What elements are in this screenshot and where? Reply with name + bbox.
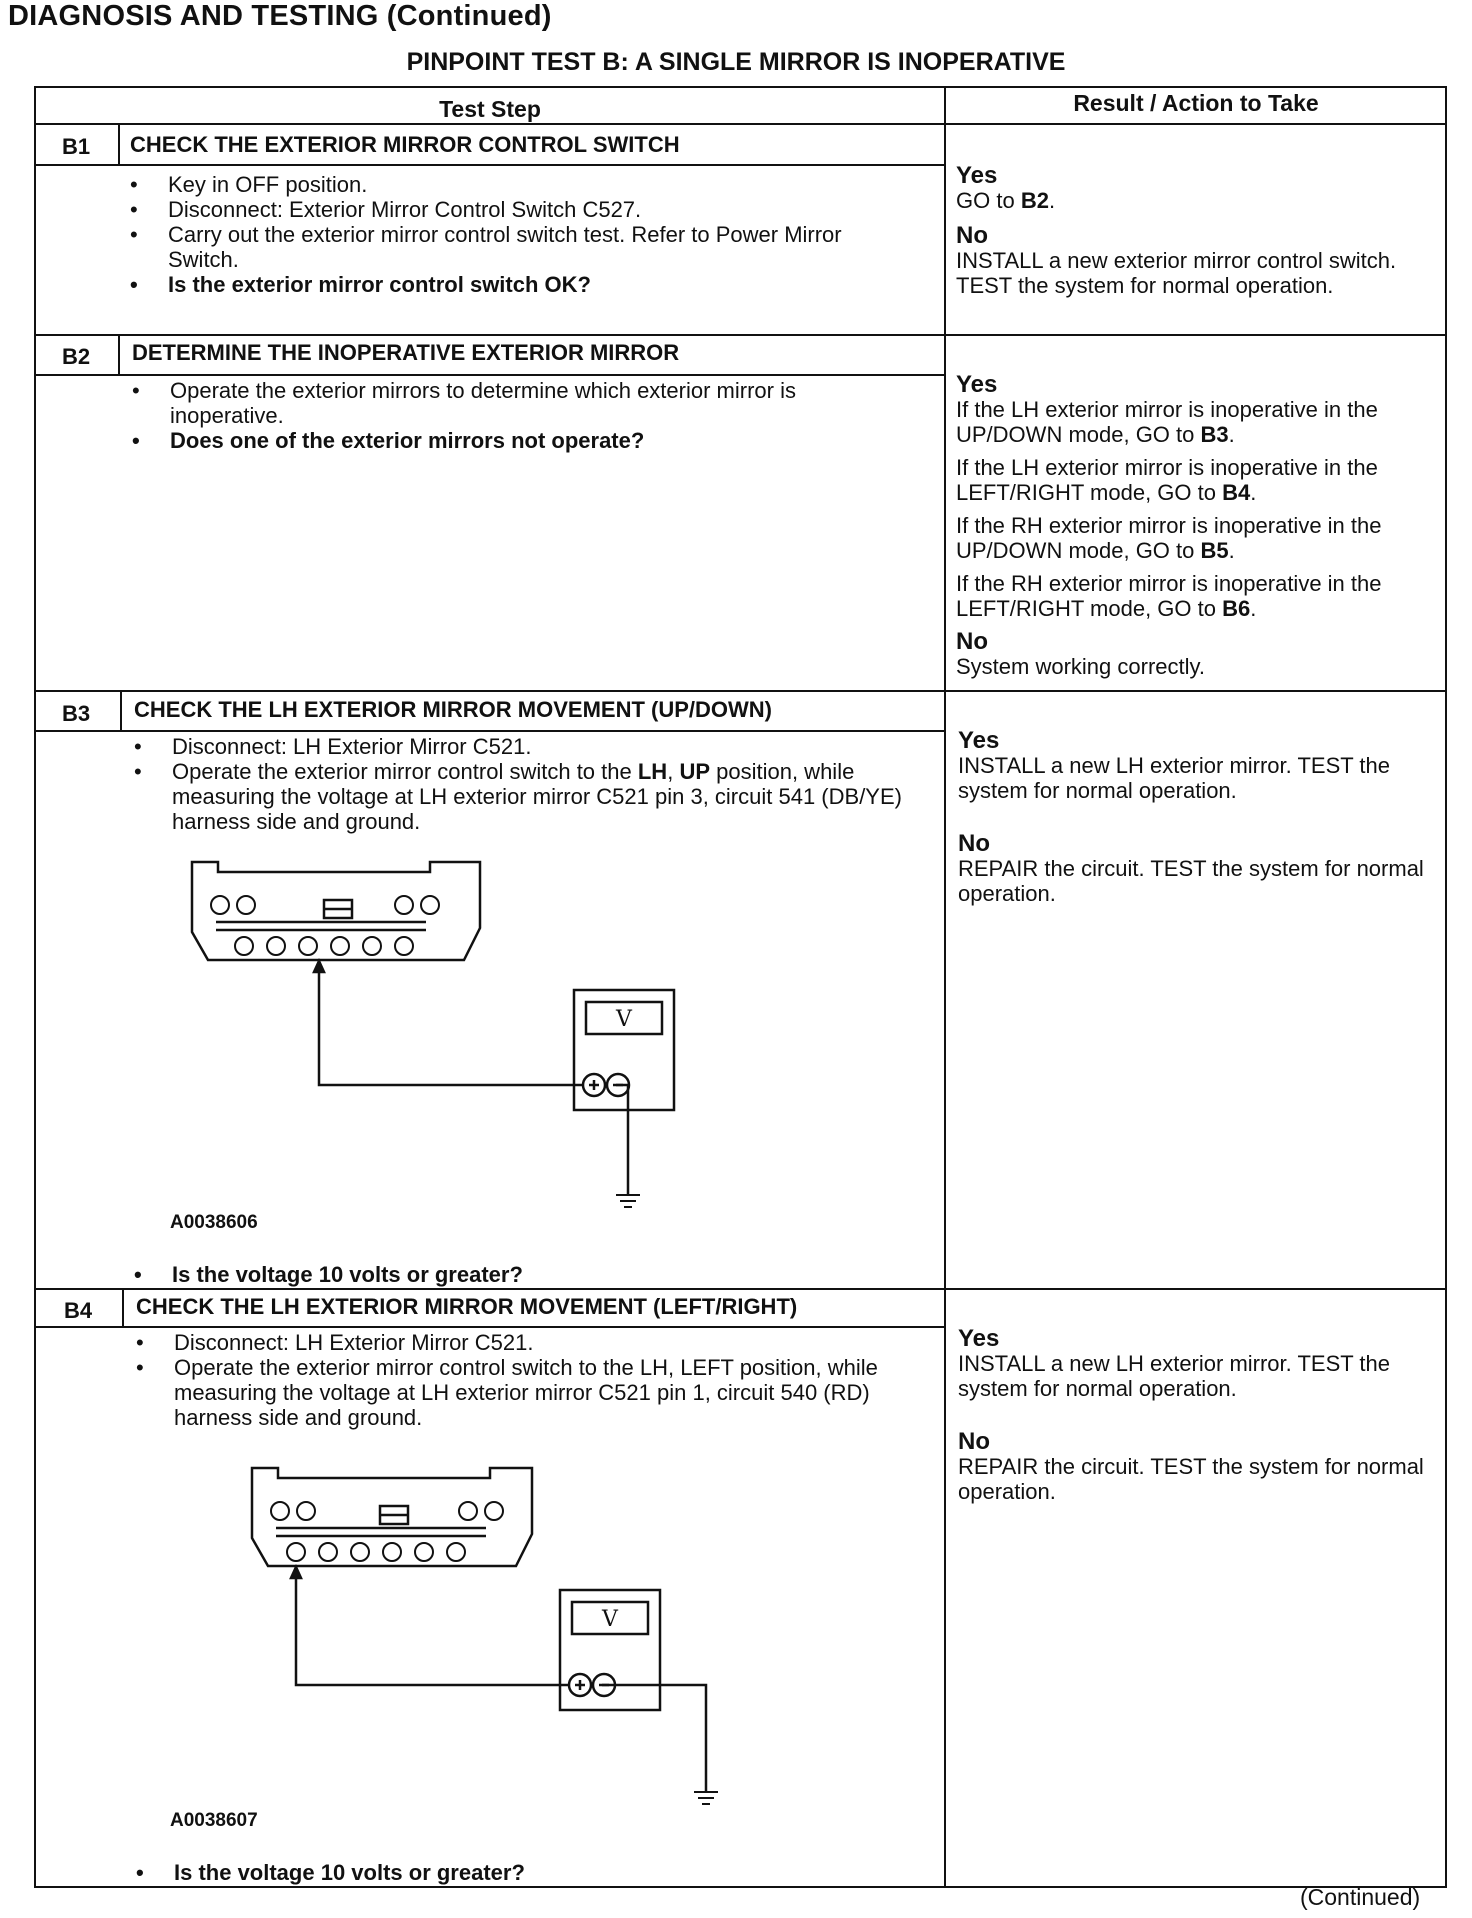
- yes-action: INSTALL a new LH exterior mirror. TEST the system for normal operation.: [958, 753, 1391, 803]
- result-option: If the RH exterior mirror is inoperative in the UP/DOWN mode, GO to B5.: [956, 513, 1382, 563]
- instruction: • Operate the exterior mirrors to determine which exterior mirror is inoperative.: [132, 378, 912, 428]
- no-label: No: [958, 1428, 990, 1455]
- meter-label: V: [602, 1607, 618, 1632]
- yes-action: GO to: [956, 188, 1015, 213]
- step-instructions: [136, 1330, 916, 1430]
- instruction: • Disconnect: LH Exterior Mirror C521.: [136, 1330, 916, 1355]
- header-divider: [34, 123, 1447, 125]
- connector-c521: [252, 1468, 532, 1566]
- step-id: B1: [61, 134, 91, 159]
- step-id: B4: [63, 1298, 93, 1323]
- no-label: No: [958, 830, 990, 857]
- page-title: DIAGNOSIS AND TESTING (Continued): [8, 0, 552, 32]
- ground-symbol: [616, 1195, 640, 1207]
- yes-label: Yes: [956, 162, 998, 189]
- step-reference: B2: [1020, 188, 1049, 213]
- yes-label: Yes: [958, 1325, 1000, 1352]
- step-instructions: [130, 172, 890, 297]
- step-instructions: [134, 734, 924, 834]
- ground-symbol: [694, 1792, 718, 1804]
- instruction: • Carry out the exterior mirror control switch test. Refer to Power Mirror Switch.: [130, 222, 890, 272]
- voltmeter-diagram: [190, 860, 750, 1230]
- probe-lead: [314, 961, 628, 1195]
- step-question-list: [136, 1860, 916, 1885]
- step-result: [956, 372, 1436, 679]
- no-action: REPAIR the circuit. TEST the system for normal operation.: [958, 856, 1424, 906]
- yes-label: Yes: [958, 727, 1000, 754]
- no-action: System working correctly.: [956, 654, 1205, 679]
- step-question-list: [134, 1262, 924, 1287]
- step-instructions: [132, 378, 912, 453]
- step-result: [958, 1326, 1438, 1504]
- connector-pins: [271, 1502, 503, 1561]
- voltmeter: [574, 990, 674, 1110]
- no-label: No: [956, 222, 988, 249]
- figure-id: A0038607: [170, 1810, 258, 1831]
- voltmeter: [560, 1590, 660, 1710]
- instruction: • Operate the exterior mirror control switch to the LH, LEFT position, while measuring the voltage at LH exterior mirror C521 pin 1, circuit 540 (RD) harness side and ground.: [136, 1355, 916, 1430]
- instruction: • Disconnect: LH Exterior Mirror C521.: [134, 734, 924, 759]
- instruction: • Disconnect: Exterior Mirror Control Switch C527.: [130, 197, 890, 222]
- step-title: DETERMINE THE INOPERATIVE EXTERIOR MIRROR: [132, 340, 680, 365]
- step-reference: B4: [1222, 480, 1251, 505]
- column-divider: [944, 86, 946, 1888]
- step-title: CHECK THE LH EXTERIOR MIRROR MOVEMENT (UP/DOWN): [134, 697, 772, 722]
- column-header-result: Result / Action to Take: [1073, 90, 1319, 116]
- instruction: • Operate the exterior mirror control switch to the LH, UP position, while measuring the voltage at LH exterior mirror C521 pin 3, circuit 541 (DB/YE) harness side and ground.: [134, 759, 924, 834]
- no-action: INSTALL a new exterior mirror control switch. TEST the system for normal operation.: [956, 248, 1397, 298]
- step-reference: B5: [1200, 538, 1229, 563]
- column-header-test-step: Test Step: [439, 96, 541, 122]
- no-action: REPAIR the circuit. TEST the system for normal operation.: [958, 1454, 1424, 1504]
- result-option: If the LH exterior mirror is inoperative in the UP/DOWN mode, GO to B3.: [956, 397, 1378, 447]
- step-id: B2: [61, 344, 91, 369]
- figure-id: A0038606: [170, 1212, 258, 1233]
- step-question: • Is the exterior mirror control switch OK?: [130, 272, 890, 297]
- step-result: Yes GO to B2. No INSTALL a new exterior mirror control switch. TEST the system for normal operation.: [956, 163, 1436, 298]
- result-option: If the LH exterior mirror is inoperative in the LEFT/RIGHT mode, GO to B4.: [956, 455, 1378, 505]
- instruction: • Key in OFF position.: [130, 172, 890, 197]
- meter-label: V: [616, 1007, 632, 1032]
- voltmeter-diagram: [250, 1466, 810, 1836]
- yes-action: INSTALL a new LH exterior mirror. TEST the system for normal operation.: [958, 1351, 1391, 1401]
- step-reference: B3: [1200, 422, 1229, 447]
- step-question: • Is the voltage 10 volts or greater?: [134, 1262, 924, 1287]
- step-title: CHECK THE LH EXTERIOR MIRROR MOVEMENT (LEFT/RIGHT): [136, 1294, 798, 1319]
- continued-footer: (Continued): [1300, 1884, 1421, 1910]
- step-question: • Does one of the exterior mirrors not operate?: [132, 428, 912, 453]
- step-result: [958, 728, 1438, 906]
- step-title: CHECK THE EXTERIOR MIRROR CONTROL SWITCH: [130, 132, 680, 157]
- step-reference: B6: [1222, 596, 1251, 621]
- result-option: If the RH exterior mirror is inoperative in the LEFT/RIGHT mode, GO to B6.: [956, 571, 1382, 621]
- no-label: No: [956, 628, 988, 655]
- step-question: • Is the voltage 10 volts or greater?: [136, 1860, 916, 1885]
- step-id: B3: [61, 701, 91, 726]
- yes-label: Yes: [956, 371, 998, 398]
- pinpoint-test-title: PINPOINT TEST B: A SINGLE MIRROR IS INOPERATIVE: [406, 48, 1066, 76]
